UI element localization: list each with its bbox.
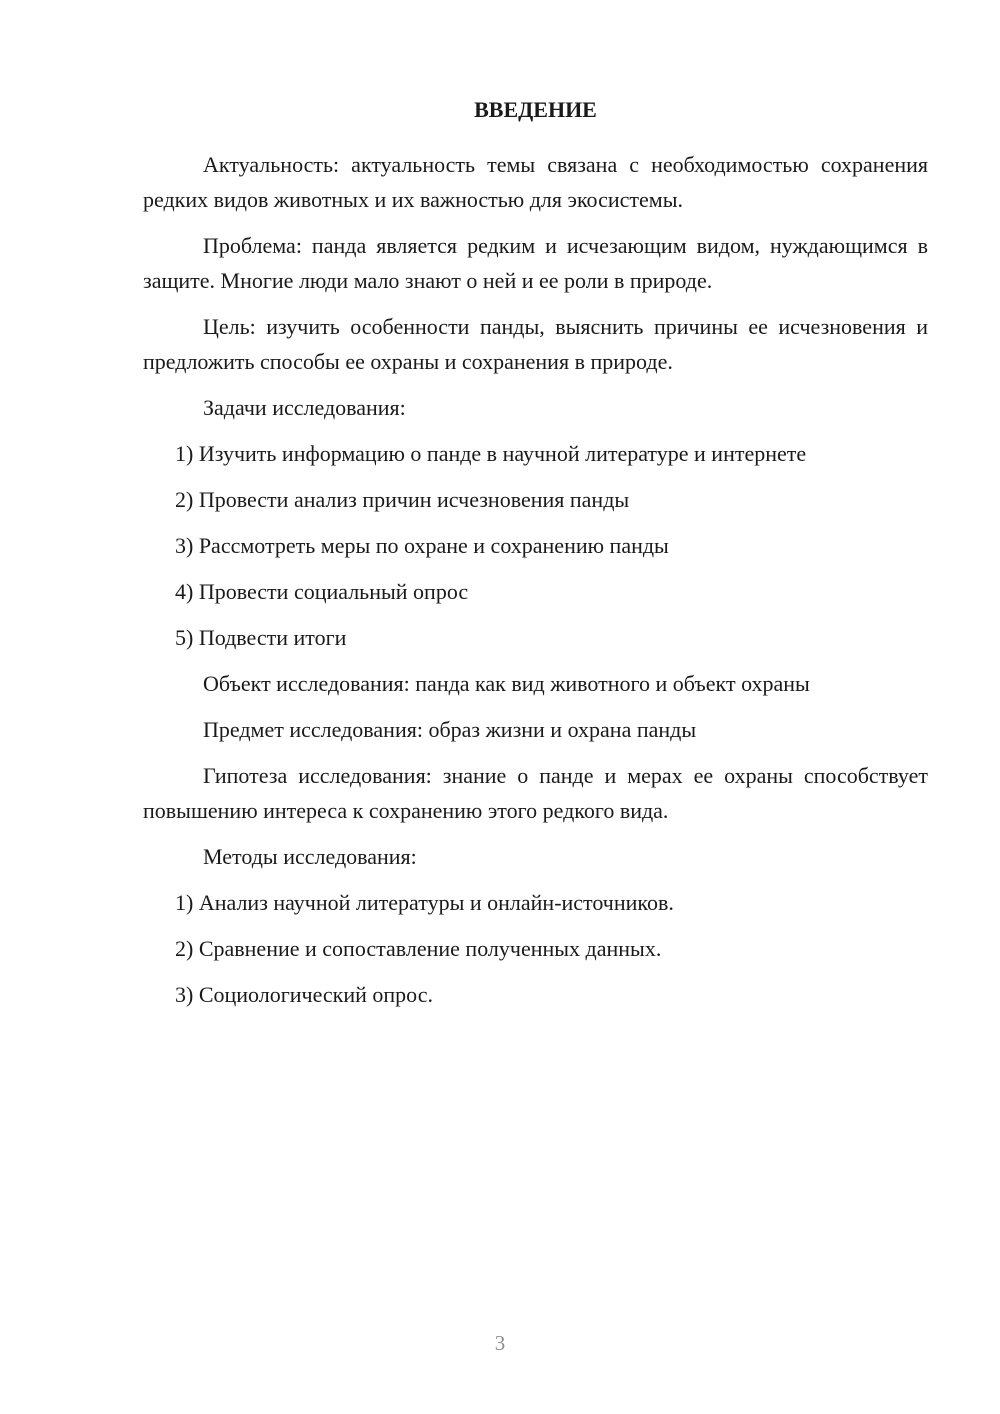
- task-item: 5) Подвести итоги: [175, 625, 347, 650]
- task-item: 3) Рассмотреть меры по охране и сохранению панды: [175, 533, 669, 558]
- relevance-paragraph: Актуальность: актуальность темы связана с необходимостью сохранения редких видов животных и их важностью для экосистемы.: [143, 152, 928, 212]
- task-item: 4) Провести социальный опрос: [175, 579, 469, 604]
- methods-list: [143, 885, 928, 1012]
- hypothesis-paragraph: Гипотеза исследования: знание о панде и мерах ее охраны способствует повышению интереса к сохранению этого редкого вида.: [143, 763, 928, 823]
- object-paragraph: Объект исследования: панда как вид животного и объект охраны: [203, 671, 810, 696]
- method-item: 2) Сравнение и сопоставление полученных данных.: [175, 936, 662, 961]
- tasks-list: [143, 436, 928, 655]
- page-number: 3: [494, 1331, 506, 1355]
- subject-paragraph: Предмет исследования: образ жизни и охрана панды: [203, 717, 697, 742]
- methods-heading: Методы исследования:: [203, 844, 417, 869]
- method-item: 3) Социологический опрос.: [175, 982, 433, 1007]
- method-item: 1) Анализ научной литературы и онлайн-источников.: [175, 890, 674, 915]
- task-item: 1) Изучить информацию о панде в научной литературе и интернете: [175, 441, 807, 466]
- page-content: [143, 92, 928, 1023]
- problem-paragraph: Проблема: панда является редким и исчезающим видом, нуждающимся в защите. Многие люди мало знают о ней и ее роли в природе.: [143, 233, 928, 293]
- task-item: 2) Провести анализ причин исчезновения панды: [175, 487, 630, 512]
- tasks-heading: Задачи исследования:: [203, 395, 406, 420]
- goal-paragraph: Цель: изучить особенности панды, выяснить причины ее исчезновения и предложить способы ее охраны и сохранения в природе.: [143, 314, 928, 374]
- page-title: ВВЕДЕНИЕ: [474, 97, 597, 122]
